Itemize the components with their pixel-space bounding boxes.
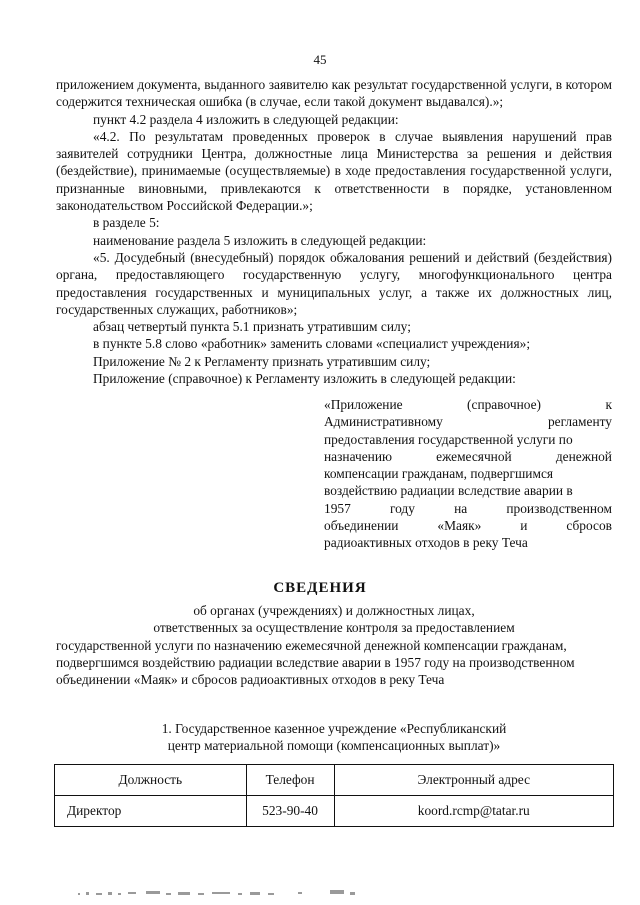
appendix-word: объединении (324, 518, 399, 534)
paragraph: «4.2. По результатам проведенных проверок в случае выявления нарушений прав заявителей сотрудники Центра, должностные лица Министерства за решения и действия (бездействие), принимаемые (осуществляемые) в ходе предоставления государственной услуги, признанные виновными, привлекаются к ответственности в порядке, установленном законодательством Российской Федерации.»; (56, 128, 612, 214)
column-header-email: Электронный адрес (334, 765, 613, 796)
paragraph: наименование раздела 5 изложить в следующей редакции: (93, 232, 427, 248)
appendix-word: предоставления государственной услуги по (324, 431, 573, 447)
appendix-word: компенсации гражданам, подвергшимся (324, 466, 554, 482)
appendix-line (324, 517, 612, 534)
organization-line: центр материальной помощи (компенсационных выплат)» (167, 738, 501, 754)
appendix-word: 1957 (324, 500, 351, 516)
paragraph: Приложение № 2 к Регламенту признать утратившим силу; (93, 353, 431, 369)
appendix-word: регламенту (547, 414, 612, 430)
column-header-position: Должность (55, 765, 247, 796)
appendix-word: на (454, 500, 468, 516)
appendix-word: назначению (324, 448, 392, 464)
appendix-line (324, 465, 612, 482)
cell-position: Директор (55, 796, 247, 827)
appendix-word: воздействию радиации вследствие аварии в (324, 483, 573, 499)
appendix-word: году (389, 500, 415, 516)
contacts-table (54, 764, 614, 827)
appendix-word: Административному (324, 414, 443, 430)
page-number: 45 (313, 52, 327, 67)
body-text (56, 76, 612, 387)
appendix-word: «Маяк» (437, 518, 482, 534)
paragraph: «5. Досудебный (внесудебный) порядок обжалования решений и действий (бездействия) органа, предоставляющего государственную услугу, многофункционального центра предоставления государственных и муниципальных услуг, а также их должностных лиц, государственных служащих, работников»; (56, 249, 612, 317)
paragraph: приложением документа, выданного заявителю как результат государственной услуги, в котором содержится техническая ошибка (в случае, если такой документ выдавался).»; (56, 77, 612, 110)
appendix-word: сбросов (566, 518, 612, 534)
paragraph: в пункте 5.8 слово «работник» заменить словами «специалист учреждения»; (93, 336, 531, 352)
appendix-word: производственном (506, 500, 612, 516)
appendix-word: «Приложение (324, 397, 403, 412)
table-row (55, 796, 614, 827)
subheading-line: ответственных за осуществление контроля за предоставлением (153, 620, 515, 636)
appendix-line (324, 396, 612, 413)
subheading-line: об органах (учреждениях) и должностных лицах, (193, 603, 475, 618)
appendix-line (324, 413, 612, 430)
appendix-word: ежемесячной (436, 448, 512, 464)
appendix-word: радиоактивных отходов в реку Теча (324, 535, 528, 551)
section-heading: СВЕДЕНИЯ (273, 580, 367, 596)
appendix-line (324, 534, 612, 551)
appendix-line (324, 500, 612, 517)
cell-phone: 523-90-40 (246, 796, 334, 827)
appendix-line (324, 448, 612, 465)
appendix-word: и (520, 518, 528, 534)
appendix-word: (справочное) (467, 397, 541, 412)
appendix-reference (324, 396, 612, 552)
column-header-phone: Телефон (246, 765, 334, 796)
appendix-word: денежной (555, 448, 612, 464)
paragraph: пункт 4.2 раздела 4 изложить в следующей редакции: (93, 111, 399, 127)
scan-artifacts (0, 888, 640, 900)
paragraph: абзац четвертый пункта 5.1 признать утратившим силу; (93, 319, 411, 335)
organization-title (56, 720, 612, 755)
cell-email: koord.rcmp@tatar.ru (334, 796, 613, 827)
appendix-word: к (605, 397, 612, 412)
paragraph: в разделе 5: (93, 215, 160, 231)
subheading-text: государственной услуги по назначению ежемесячной денежной компенсации гражданам, подвергшимся воздействию радиации вследствие аварии в 1957 году на производственном объединении «Маяк» и сбросов радиоактивных отходов в реку Теча (56, 637, 575, 688)
paragraph: Приложение (справочное) к Регламенту изложить в следующей редакции: (93, 371, 516, 387)
table-header-row (55, 765, 614, 796)
section-subheading (56, 602, 612, 688)
appendix-line (324, 482, 612, 499)
organization-line: 1. Государственное казенное учреждение «Республиканский (161, 721, 507, 736)
appendix-line (324, 431, 612, 448)
